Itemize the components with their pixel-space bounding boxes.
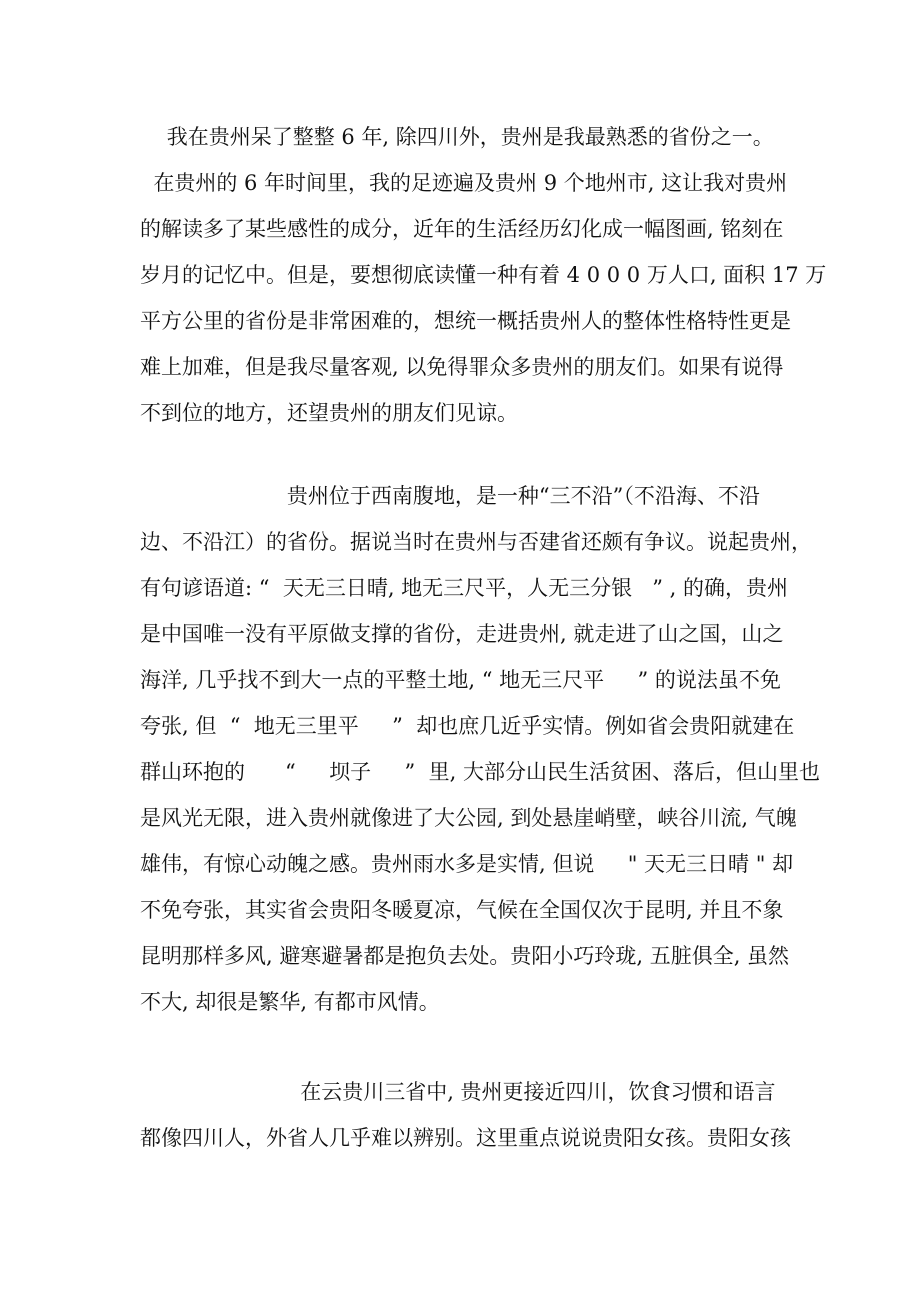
text-line: 不到位的地方，还望贵州的朋友们见谅。 xyxy=(140,401,518,425)
text-line: 是中国唯一没有平原做支撑的省份，走进贵州, 就走进了山之国，山之 xyxy=(140,622,784,646)
text-line: 岁月的记忆中。但是，要想彻底读懂一种有着 4 0 0 0 万人口, 面积 17 万 xyxy=(140,263,827,287)
text-line: 贵州位于西南腹地，是一种“三不沿”（不沿海、不沿 xyxy=(140,484,760,508)
text-line: 我在贵州呆了整整 6 年, 除四川外，贵州是我最熟悉的省份之一。 xyxy=(140,125,774,149)
text-line: 都像四川人，外省人几乎难以辨别。这里重点说说贵阳女孩。贵阳女孩 xyxy=(140,1126,791,1150)
text-line: 昆明那样多风, 避寒避暑都是抱负去处。贵阳小巧玲珑, 五脏俱全, 虽然 xyxy=(140,944,790,968)
text-line: 夸张, 但 “ 地无三里平 ” 却也庶几近乎实情。例如省会贵阳就建在 xyxy=(140,714,795,738)
text-line: 边、不沿江）的省份。据说当时在贵州与否建省还颇有争议。说起贵州， xyxy=(140,530,812,554)
text-line: 群山环抱的 “ 坝子 ” 里, 大部分山民生活贫困、落后，但山里也 xyxy=(140,760,820,784)
text-line: 难上加难，但是我尽量客观, 以免得罪众多贵州的朋友们。如果有说得 xyxy=(140,355,784,379)
text-line: 平方公里的省份是非常困难的，想统一概括贵州人的整体性格特性更是 xyxy=(140,309,791,333)
text-line: 有句谚语道: “ 天无三日晴, 地无三尺平，人无三分银 ” , 的确，贵州 xyxy=(140,576,788,600)
text-line: 海洋, 几乎找不到大一点的平整土地, “ 地无三尺平 ” 的说法虽不免 xyxy=(140,668,781,692)
text-line: 雄伟，有惊心动魄之感。贵州雨水多是实情, 但说 " 天无三日晴 " 却 xyxy=(140,852,794,876)
text-line: 在贵州的 6 年时间里，我的足迹遍及贵州 9 个地州市, 这让我对贵州 xyxy=(140,171,788,195)
text-line: 不免夸张，其实省会贵阳冬暖夏凉，气候在全国仅次于昆明, 并且不象 xyxy=(140,898,784,922)
text-line: 是风光无限，进入贵州就像进了大公园, 到处悬崖峭壁，峡谷川流, 气魄 xyxy=(140,806,797,830)
text-line: 的解读多了某些感性的成分，近年的生活经历幻化成一幅图画, 铭刻在 xyxy=(140,217,784,241)
text-line: 在云贵川三省中, 贵州更接近四川，饮食习惯和语言 xyxy=(140,1080,776,1104)
text-line: 不大, 却很是繁华, 有都市风情。 xyxy=(140,990,440,1014)
